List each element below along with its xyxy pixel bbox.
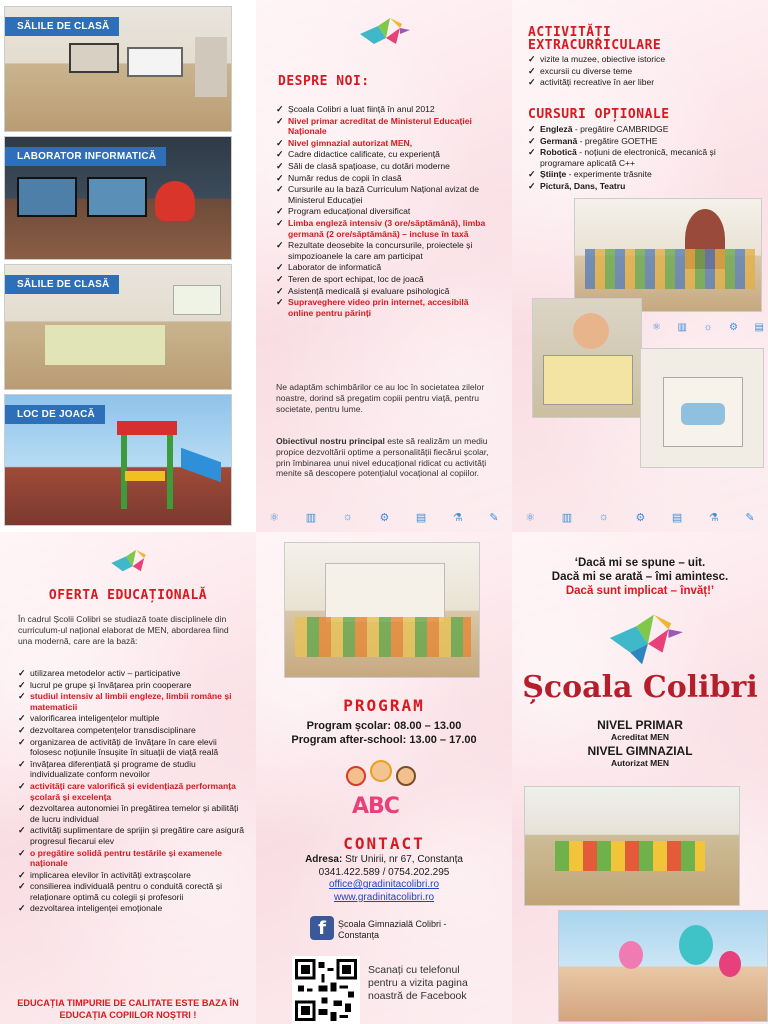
- optional-course-item: [528, 169, 760, 180]
- book-icon: ▤: [415, 511, 427, 524]
- qr-code-graphic: [295, 959, 357, 1021]
- level-gymnasium-sub: Autorizat MEN: [610, 758, 670, 768]
- photo-label: SĂLILE DE CLASĂ: [5, 275, 119, 294]
- facebook-icon[interactable]: f: [310, 916, 334, 940]
- about-list-item: ✓ Săli de clasă spațioase, cu dotări moderne: [276, 161, 496, 172]
- hummingbird-logo-icon: [604, 608, 686, 668]
- pencil-icon: ✎: [745, 511, 755, 524]
- about-panel: [256, 0, 512, 532]
- extracurricular-title-line1: ACTIVITĂȚI: [528, 25, 612, 40]
- email-link[interactable]: office@gradinitacolibri.ro: [328, 879, 440, 890]
- gear-icon: ⚙: [729, 321, 739, 333]
- photo-label: LABORATOR INFORMATICĂ: [5, 147, 166, 166]
- chart-icon: ▥: [305, 511, 317, 524]
- offer-list-item: ✓ valorificarea inteligențelor multiple: [18, 713, 246, 724]
- computer-lab-photo: [4, 136, 232, 260]
- extracurricular-item: ✓ excursii cu diverse teme: [528, 66, 758, 77]
- school-icons-strip: [256, 510, 512, 524]
- atom-icon: ⚛: [525, 511, 536, 524]
- cover-panel: [512, 532, 768, 1024]
- optional-list: [528, 124, 760, 193]
- optional-course-item: [528, 124, 760, 135]
- chart-icon: ▥: [677, 321, 687, 333]
- school-levels: [512, 718, 768, 768]
- offer-list-item: ✓ activități care valorifică și evidențiază performanța școlară și excelența: [18, 781, 246, 802]
- optional-course-item-bold: Științe: [540, 169, 567, 180]
- objective-paragraph: [276, 436, 498, 479]
- activities-panel: [512, 0, 768, 532]
- program-contact-panel: [256, 532, 512, 1024]
- atom-icon: ⚛: [652, 321, 661, 333]
- optional-course-item-bold: Germană: [540, 135, 578, 146]
- photo-label: SĂLILE DE CLASĂ: [5, 17, 119, 36]
- qr-code-icon[interactable]: [292, 956, 360, 1024]
- quote-line2: Dacă mi se arată – îmi amintesc.: [551, 571, 729, 583]
- extracurricular-title-line2: EXTRACURRICULARE: [528, 38, 662, 53]
- contact-details: [256, 854, 512, 904]
- about-list-item: ✓ Supraveghere video prin internet, accesibilă online pentru părinți: [276, 297, 496, 318]
- about-list: [276, 104, 496, 319]
- extracurricular-list: [528, 54, 758, 89]
- classroom-photo-1: [4, 6, 232, 132]
- level-primary-sub: Acreditat MEN: [610, 732, 670, 742]
- contact-title: CONTACT: [343, 834, 425, 853]
- optional-course-item-rest: - pregătire GOETHE: [577, 135, 658, 146]
- about-list-item: ✓ Teren de sport echipat, loc de joacă: [276, 274, 496, 285]
- about-list-item: ✓ Asistență medicală și evaluare psihologică: [276, 286, 496, 297]
- about-list-item: ✓ Program educațional diversificat: [276, 206, 496, 217]
- quote-line1: ‘Dacă mi se spune – uit.: [574, 557, 706, 569]
- chart-icon: ▥: [561, 511, 573, 524]
- offer-title: OFERTA EDUCAȚIONALĂ: [48, 588, 208, 603]
- optional-course-item-bold: Pictură, Dans, Teatru: [540, 180, 626, 191]
- offer-list-item: ✓ activități suplimentare de sprijin și pregătire care asigură progresul fiecarui elev: [18, 825, 246, 846]
- pencil-icon: ✎: [489, 511, 499, 524]
- hummingbird-logo-icon: [356, 14, 412, 54]
- offer-list-item: ✓ utilizarea metodelor activ – participative: [18, 668, 246, 679]
- gear-icon: ⚙: [379, 511, 390, 524]
- program-school-hours: Program școlar: 08.00 – 13.00: [306, 720, 462, 732]
- program-afterschool-hours: Program after-school: 13.00 – 17.00: [291, 734, 477, 746]
- playground-photo: [4, 394, 232, 526]
- about-list-item: ✓ Laborator de informatică: [276, 262, 496, 273]
- gear-icon: ⚙: [635, 511, 646, 524]
- flask-icon: ⚗: [708, 511, 719, 524]
- student-drawing-photo-1: [532, 298, 642, 418]
- bulb-icon: ☼: [703, 321, 713, 333]
- cover-quote: [522, 556, 758, 598]
- about-list-item: ✓ Școala Colibri a luat ființă în anul 2012: [276, 104, 496, 115]
- bulb-icon: ☼: [342, 511, 353, 523]
- class-group-photo: [574, 198, 762, 312]
- objective-rest: este să realizăm un mediu propice dezvoltării optime a personalității fiecărui școlar, prin îmbinarea unui nivel educațional ridicat cu activități menite să descopere potențialul vocațional al copiilor.: [276, 436, 489, 479]
- offer-list-item: ✓ învățarea diferențiată și programe de studiu individualizate conform nevoilor: [18, 759, 246, 780]
- about-title: DESPRE NOI:: [278, 74, 370, 89]
- optional-course-item: [528, 181, 760, 192]
- extracurricular-title: [528, 26, 661, 52]
- qr-scan-text: Scanați cu telefonul pentru a vizita pagina noastră de Facebook: [368, 964, 468, 1002]
- optional-course-item-rest: - experimente trăsnite: [566, 169, 652, 180]
- offer-list-item: ✓ consilierea individuală pentru o conduită corectă și relaționare optimă cu colegii și profesorii: [18, 881, 246, 902]
- optional-course-item-rest: - noțiuni de electronică, mecanică și programare aplicată C++: [540, 147, 716, 168]
- extracurricular-item: ✓ activități recreative în aer liber: [528, 77, 758, 88]
- book-icon: ▤: [671, 511, 683, 524]
- offer-list-item: ✓ dezvoltarea autonomiei în pregătirea temelor și abilități de lucru individual: [18, 803, 246, 824]
- optional-course-item: [528, 136, 760, 147]
- phone-numbers: 0341.422.589 / 0754.202.295: [318, 866, 450, 878]
- class-photo-drawings: [284, 542, 480, 678]
- atom-icon: ⚛: [269, 511, 280, 524]
- extracurricular-item: ✓ vizite la muzee, obiective istorice: [528, 54, 758, 65]
- program-title: PROGRAM: [343, 696, 425, 715]
- optional-course-item-bold: Robotică: [540, 147, 577, 158]
- about-list-item: ✓ Limba engleză intensiv (3 ore/săptămână), limba germană (2 ore/săptămână) – incluse în taxă: [276, 218, 496, 239]
- classroom-photo-2: [4, 264, 232, 390]
- offer-list-item: ✓ dezvoltarea inteligenței emoționale: [18, 903, 246, 914]
- about-list-item: ✓ Număr redus de copii în clasă: [276, 173, 496, 184]
- offer-list-item: ✓ dezvoltarea competențelor transdisciplinare: [18, 725, 246, 736]
- student-drawing-photo-2: [640, 348, 764, 468]
- icons-strip-small: [652, 320, 764, 334]
- optional-course-item-bold: Engleză: [540, 124, 573, 134]
- quote-line3: Dacă sunt implicat – învăț!’: [565, 585, 715, 597]
- facebook-link[interactable]: Școala Gimnazială Colibri - Constanța: [338, 919, 447, 940]
- abc-kids-illustration: [344, 760, 422, 824]
- bulb-icon: ☼: [598, 511, 609, 523]
- photo-column: [0, 0, 256, 532]
- level-primary: NIVEL PRIMAR: [597, 718, 683, 732]
- optional-course-item: [528, 147, 760, 168]
- address-value: Str Unirii, nr 67, Constanța: [342, 854, 463, 865]
- about-list-item: ✓ Nivel primar acreditat de Ministerul Educației Naționale: [276, 116, 496, 137]
- offer-list-item: ✓ o pregătire solidă pentru testările și examenele naționale: [18, 848, 246, 869]
- offer-list-item: ✓ studiul intensiv al limbii engleze, limbii române și matematicii: [18, 691, 246, 712]
- offer-intro: În cadrul Școlii Colibri se studiază toate disciplinele din curriculum-ul național elaborat de MEN, abordarea fiind una modernă, care are la bază:: [18, 614, 229, 646]
- address-label: Adresa:: [305, 854, 343, 865]
- offer-list-item: ✓ lucrul pe grupe și învățarea prin cooperare: [18, 680, 246, 691]
- school-brand-name: Școala Colibri: [522, 670, 758, 705]
- offer-list-item: ✓ implicarea elevilor în activități extrașcolare: [18, 870, 246, 881]
- photo-label: LOC DE JOACĂ: [5, 405, 105, 424]
- flask-icon: ⚗: [452, 511, 463, 524]
- abc-text: ABC: [352, 794, 399, 819]
- program-hours: [256, 719, 512, 747]
- level-gymnasium: NIVEL GIMNAZIAL: [587, 744, 693, 758]
- optional-title: CURSURI OPȚIONALE: [528, 107, 670, 122]
- about-list-item: ✓ Cadre didactice calificate, cu experiență: [276, 149, 496, 160]
- balloons-celebration-photo: [558, 910, 768, 1022]
- hummingbird-logo-icon: [108, 546, 154, 580]
- about-list-item: ✓ Nivel gimnazial autorizat MEN,: [276, 138, 496, 149]
- school-icons-strip: [512, 510, 768, 524]
- objective-bold: Obiectivul nostru principal: [276, 436, 385, 446]
- offer-list: [18, 668, 246, 915]
- about-list-item: ✓ Cursurile au la bază Curriculum Național avizat de Ministerul Educației: [276, 184, 496, 205]
- offer-list-item: ✓ organizarea de activități de învățare în care elevii folosesc noțiunile însușite în situații de viață reală: [18, 737, 246, 758]
- optional-course-item-rest: - pregătire CAMBRIDGE: [572, 124, 669, 134]
- classroom-activity-photo: [524, 786, 740, 906]
- about-list-item: ✓ Rezultate deosebite la concursurile, proiectele și simpozioanele la care am participat: [276, 240, 496, 261]
- about-paragraph: Ne adaptăm schimbărilor ce au loc în societatea zilelor noastre, dorind să pregatim copiii pentru viață, pentru societate, pentru lume.: [276, 382, 485, 414]
- website-link[interactable]: www.gradinitacolibri.ro: [333, 891, 435, 903]
- book-icon: ▤: [754, 321, 764, 333]
- offer-panel: [0, 532, 256, 1024]
- offer-footer: EDUCAȚIA TIMPURIE DE CALITATE ESTE BAZA ÎN EDUCAȚIA COPIILOR NOȘTRI !: [17, 998, 239, 1020]
